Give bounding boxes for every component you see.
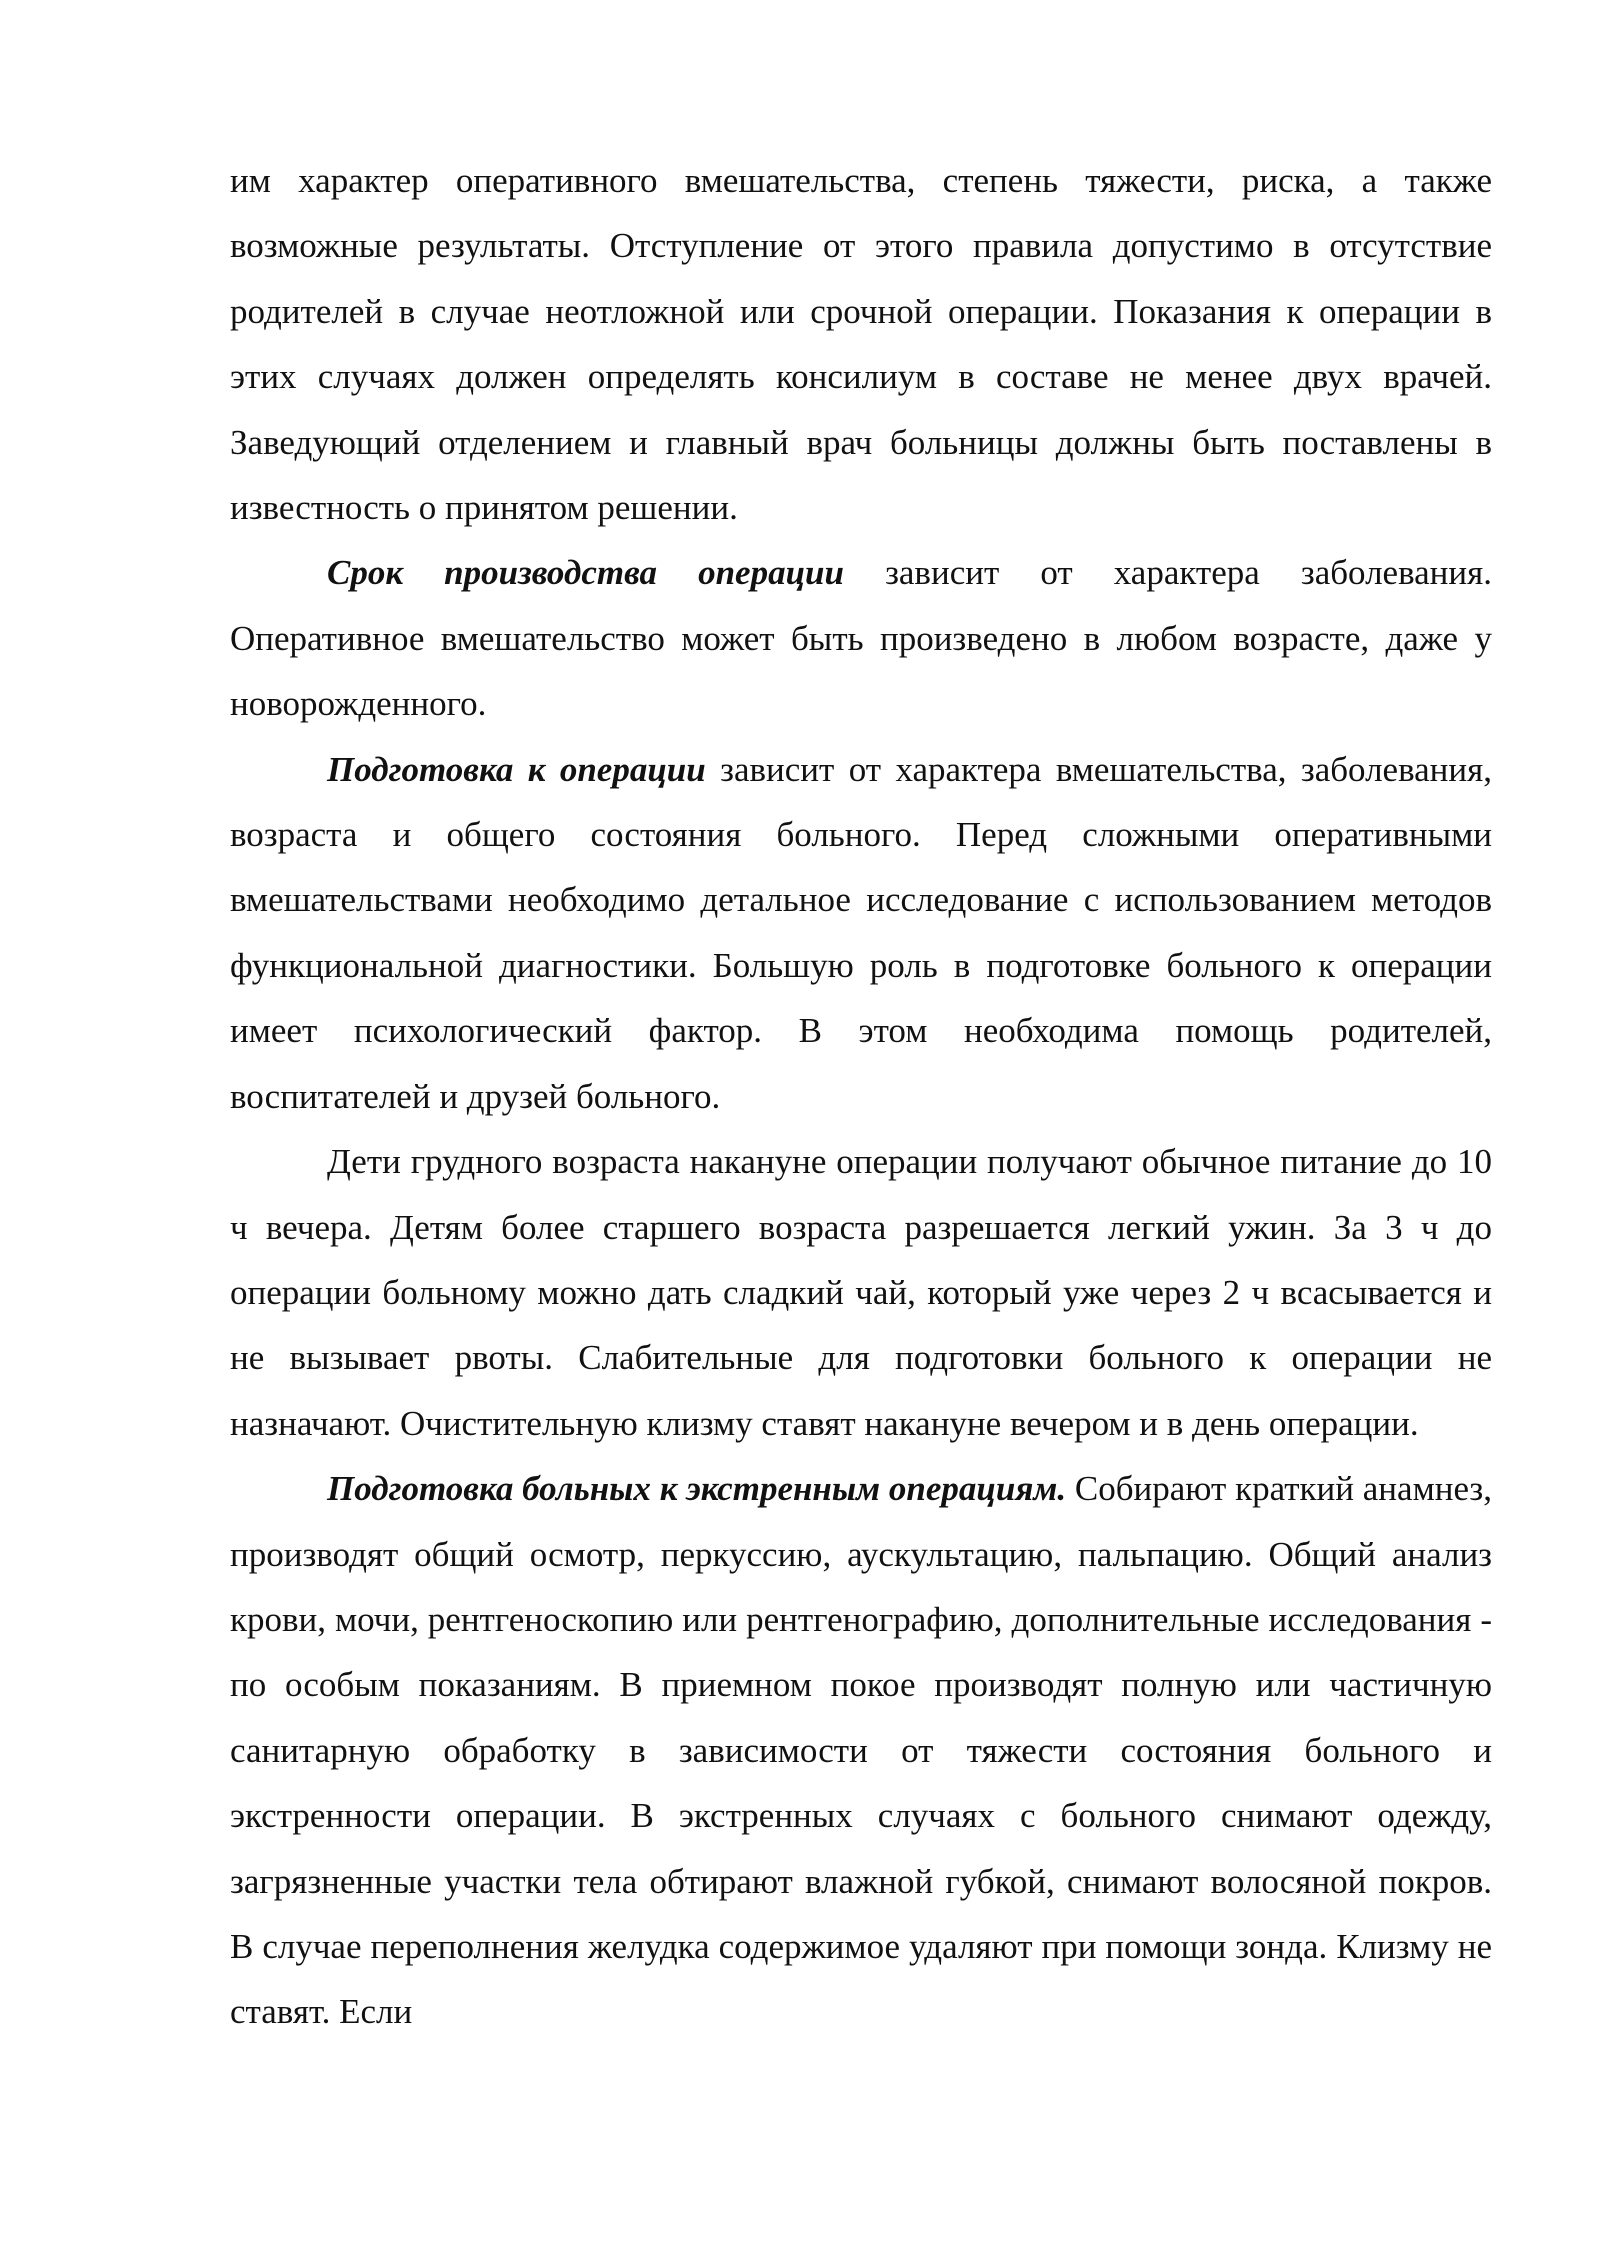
paragraph-text: Дети грудного возраста накануне операции получают обычное питание до 10 ч вечера. Детям более старшего возраста разрешается легкий ужин. За 3 ч до операции больному можно дать сладкий чай, который уже через 2 ч всасывается и не вызывает рвоты. Слабительные для подготовки больного к операции не назначают. Очистительную клизму ставят накануне вечером и в день операции. bbox=[230, 1142, 1492, 1443]
paragraph-infant-feeding bbox=[230, 1129, 1492, 1456]
paragraph-text: им характер оперативного вмешательства, степень тяжести, риска, а также возможные результаты. Отступление от этого правила допустимо в отсутствие родителей в случае неотложной или срочной операции. Показания к операции в этих случаях должен определять консилиум в составе не менее двух врачей. Заведующий отделением и главный врач больницы должны быть поставлены в известность о принятом решении. bbox=[230, 161, 1492, 528]
paragraph-consent bbox=[230, 148, 1492, 540]
paragraph-text: Собирают краткий анамнез, производят общий осмотр, перкуссию, аускультацию, пальпацию. Общий анализ крови, мочи, рентгеноскопию или рентгенографию, дополнительные исследования - по особым показаниям. В приемном покое производят полную или частичную санитарную обработку в зависимости от тяжести состояния больного и экстренности операции. В экстренных случаях с больного снимают одежду, загрязненные участки тела обтирают влажной губкой, снимают волосяной покров. В случае переполнения желудка содержимое удаляют при помощи зонда. Клизму не ставят. Если bbox=[230, 1469, 1492, 2032]
document-page bbox=[230, 148, 1492, 2045]
paragraph-text: зависит от характера вмешательства, заболевания, возраста и общего состояния больного. Перед сложными оперативными вмешательствами необходимо детальное исследование с использованием методов функциональной диагностики. Большую роль в подготовке больного к операции имеет психологический фактор. В этом необходима помощь родителей, воспитателей и друзей больного. bbox=[230, 749, 1492, 1116]
paragraph-lead: Срок производства операции bbox=[327, 553, 844, 593]
paragraph-operation-preparation bbox=[230, 737, 1492, 1129]
paragraph-lead: Подготовка больных к экстренным операциям. bbox=[327, 1469, 1067, 1509]
paragraph-text: зависит от характера заболевания. Оперативное вмешательство может быть произведено в любом возрасте, даже у новорожденного. bbox=[230, 553, 1492, 724]
paragraph-operation-timing bbox=[230, 540, 1492, 736]
paragraph-lead: Подготовка к операции bbox=[327, 749, 706, 789]
paragraph-emergency-preparation bbox=[230, 1456, 1492, 2045]
